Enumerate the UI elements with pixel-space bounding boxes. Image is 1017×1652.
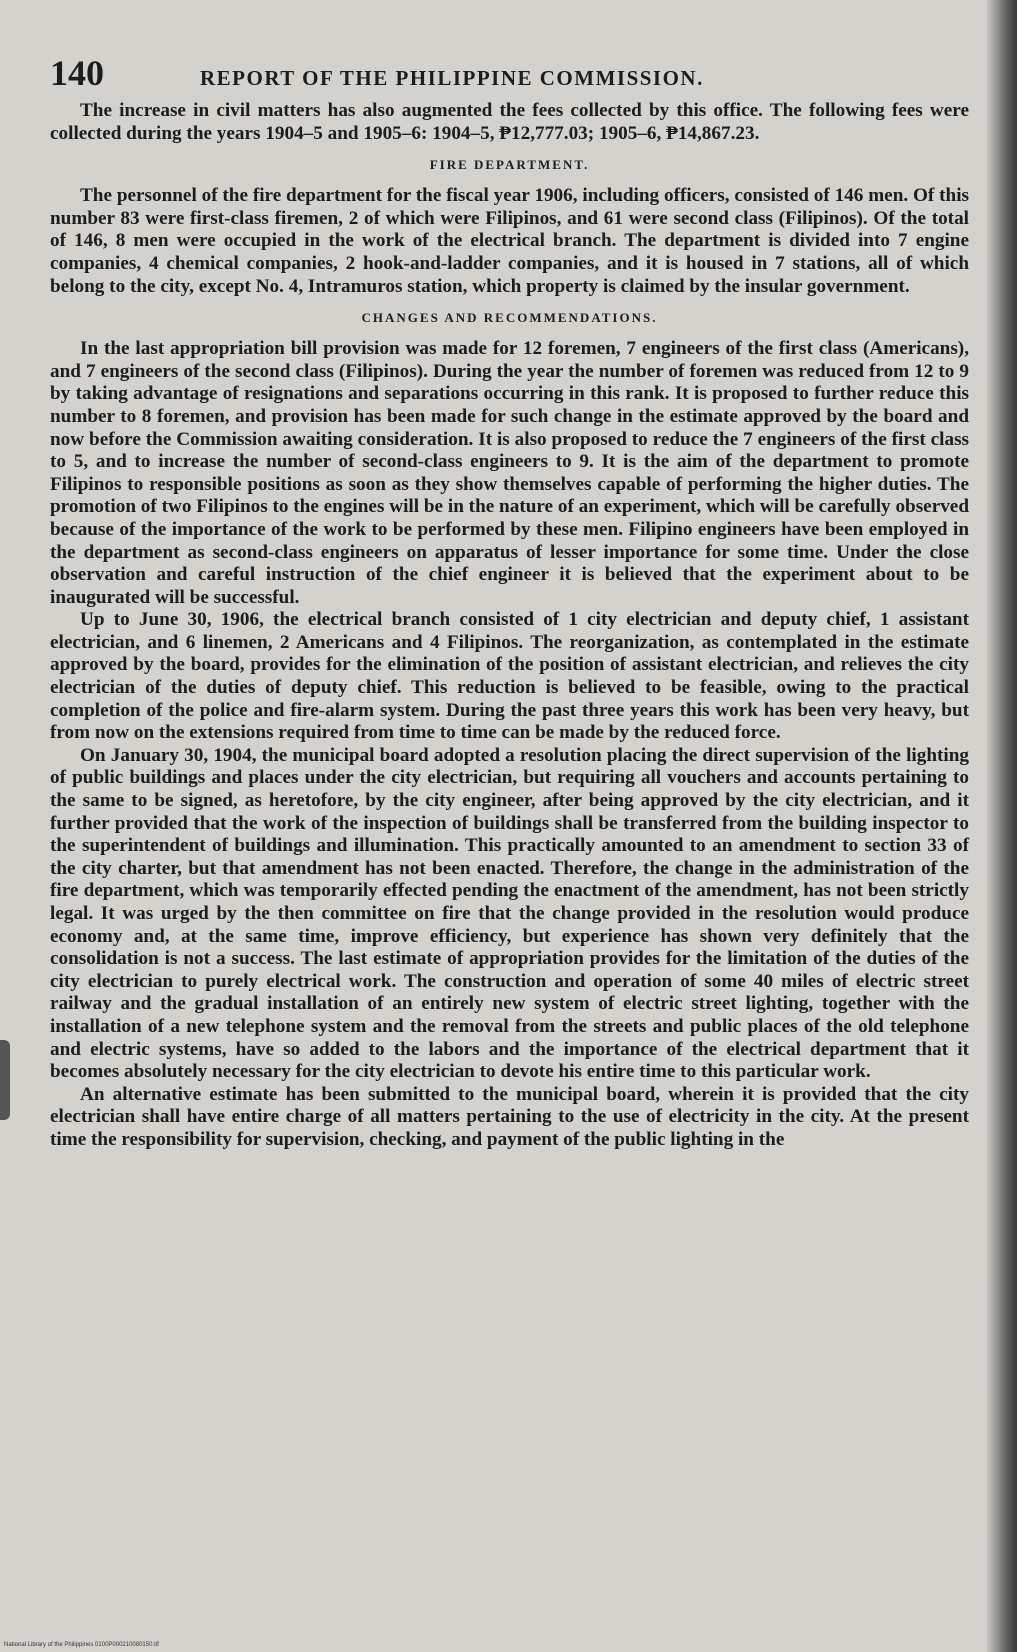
- page-edge-stain: [0, 1040, 10, 1120]
- paragraph-municipal-board: On January 30, 1904, the municipal board adopted a resolution placing the direct supervision of the lighting of public buildings and places under the city electrician, but requiring all vouchers and accounts pertaining to the same to be signed, as heretofore, by the city engineer, after being approved by the city electrician, and it further provided that the work of the inspection of buildings shall be transferred from the building inspector to the superintendent of buildings and illumination. This practically amounted to an amendment to section 33 of the city charter, but that amendment has not been enacted. Therefore, the change in the administration of the fire department, which was temporarily effected pending the enactment of the amendment, has not been strictly legal. It was urged by the then committee on fire that the change provided in the resolution would produce economy and, at the same time, improve efficiency, but experience has shown very definitely that the consolidation is not a success. The last estimate of appropriation provides for the limitation of the duties of the city electrician to purely electrical work. The construction and operation of some 40 miles of electric street railway and the gradual installation of an entirely new system of electric street lighting, together with the installation of a new telephone system and the removal from the streets and public places of the old telephone and electric systems, have so added to the labors and the importance of the electrical department that it becomes absolutely necessary for the city electrician to devote his entire time to this particular work.: [50, 744, 969, 1083]
- scan-credit: National Library of the Philippines 0100P000210080150.tif: [4, 1642, 159, 1648]
- page-header: [50, 52, 969, 100]
- page-number: 140: [50, 53, 104, 93]
- paragraph-personnel: The personnel of the fire department for the fiscal year 1906, including officers, consisted of 146 men. Of this number 83 were first-class firemen, 2 of which were Filipinos, and 61 were second class (Filipinos). Of the total of 146, 8 men were occupied in the work of the electrical branch. The department is divided into 7 engine companies, 4 chemical companies, 2 hook-and-ladder companies, and it is housed in 7 stations, all of which belong to the city, except No. 4, Intramuros station, which property is claimed by the insular government.: [50, 185, 969, 297]
- paragraph-electrical-branch: Up to June 30, 1906, the electrical branch consisted of 1 city electrician and deputy chief, 1 assistant electrician, and 6 linemen, 2 Americans and 4 Filipinos. The reorganization, as contemplated in the estimate approved by the board, provides for the elimination of the position of assistant electrician, and relieves the city electrician of the duties of deputy chief. This reduction is believed to be feasible, owing to the practical completion of the police and fire-alarm system. During the past three years this work has been very heavy, but from now on the extensions required from time to time can be made by the reduced force.: [50, 609, 969, 744]
- paragraph-alternative-estimate: An alternative estimate has been submitted to the municipal board, wherein it is provided that the city electrician shall have entire charge of all matters pertaining to the use of electricity in the city. At the present time the responsibility for supervision, checking, and payment of the public lighting in the: [50, 1083, 969, 1150]
- running-head: REPORT OF THE PHILIPPINE COMMISSION.: [200, 66, 704, 90]
- paragraph-appropriation: In the last appropriation bill provision was made for 12 foremen, 7 engineers of the first class (Americans), and 7 engineers of the second class (Filipinos). During the year the number of foremen was reduced from 12 to 9 by taking advantage of resignations and separations occurring in this rank. It is proposed to further reduce this number to 8 foremen, and provision has been made for such change in the estimate approved by the board and now before the Commission awaiting consideration. It is also proposed to reduce the 7 engineers of the first class to 5, and to increase the number of second-class engineers to 9. It is the aim of the department to promote Filipinos to responsible positions as soon as they show themselves capable of performing the higher duties. The promotion of two Filipinos to the engines will be in the nature of an experiment, which will be carefully observed because of the importance of the work to be performed by these men. Filipino engineers have been employed in the department as second-class engineers on apparatus of lesser importance for some time. Under the close observation and careful instruction of the chief engineer it is believed that the experiment about to be inaugurated will be successful.: [50, 338, 969, 608]
- paragraph-fees: The increase in civil matters has also augmented the fees collected by this office. The following fees were collected during the years 1904–5 and 1905–6: 1904–5, ₱12,777.03; 1905–6, ₱14,867.23.: [50, 100, 969, 144]
- section-heading-fire-department: FIRE DEPARTMENT.: [429, 157, 590, 173]
- scan-right-edge: [987, 0, 1017, 1652]
- section-heading-changes: CHANGES AND RECOMMENDATIONS.: [361, 310, 658, 326]
